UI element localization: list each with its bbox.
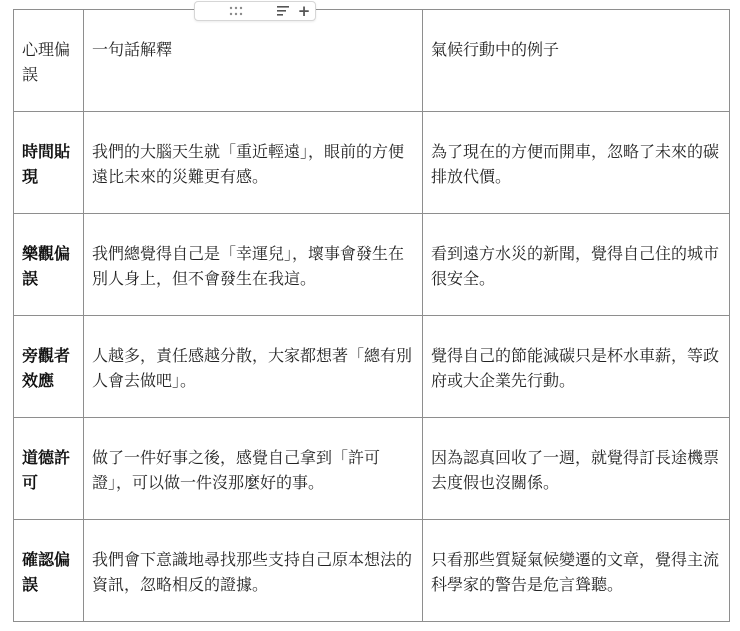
example-cell[interactable]: 因為認真回收了一週，就覺得訂長途機票去度假也沒關係。 [423,418,730,520]
explanation-cell[interactable]: 我們總覺得自己是「幸運兒」，壞事會發生在別人身上，但不會發生在我這。 [84,214,423,316]
bias-name-cell[interactable]: 確認偏誤 [14,520,84,622]
bias-table [13,9,730,622]
table-row [14,214,730,316]
explanation-cell[interactable]: 我們會下意識地尋找那些支持自己原本想法的資訊，忽略相反的證據。 [84,520,423,622]
plus-icon[interactable]: + [297,2,311,20]
table-row [14,112,730,214]
example-cell[interactable]: 為了現在的方便而開車，忽略了未來的碳排放代價。 [423,112,730,214]
table-row [14,418,730,520]
explanation-cell[interactable]: 人越多，責任感越分散，大家都想著「總有別人會去做吧」。 [84,316,423,418]
table-toolbar [194,1,316,21]
explanation-cell[interactable]: 我們的大腦天生就「重近輕遠」，眼前的方便遠比未來的災難更有感。 [84,112,423,214]
example-cell[interactable]: 只看那些質疑氣候變遷的文章，覺得主流科學家的警告是危言聳聽。 [423,520,730,622]
bias-name-cell[interactable]: 旁觀者效應 [14,316,84,418]
bias-name-cell[interactable]: 樂觀偏誤 [14,214,84,316]
header-cell-explanation[interactable]: 一句話解釋 [84,10,423,112]
sort-lines-icon[interactable] [277,5,289,17]
explanation-cell[interactable]: 做了一件好事之後，感覺自己拿到「許可證」，可以做一件沒那麼好的事。 [84,418,423,520]
table-header-row [14,10,730,112]
bias-name-cell[interactable]: 時間貼現 [14,112,84,214]
bias-name-cell[interactable]: 道德許可 [14,418,84,520]
header-cell-example[interactable]: 氣候行動中的例子 [423,10,730,112]
table-row [14,316,730,418]
grid-handle-icon[interactable] [229,6,243,16]
header-cell-bias[interactable]: 心理偏誤 [14,10,84,112]
table-row [14,520,730,622]
example-cell[interactable]: 看到遠方水災的新聞，覺得自己住的城市很安全。 [423,214,730,316]
example-cell[interactable]: 覺得自己的節能減碳只是杯水車薪，等政府或大企業先行動。 [423,316,730,418]
